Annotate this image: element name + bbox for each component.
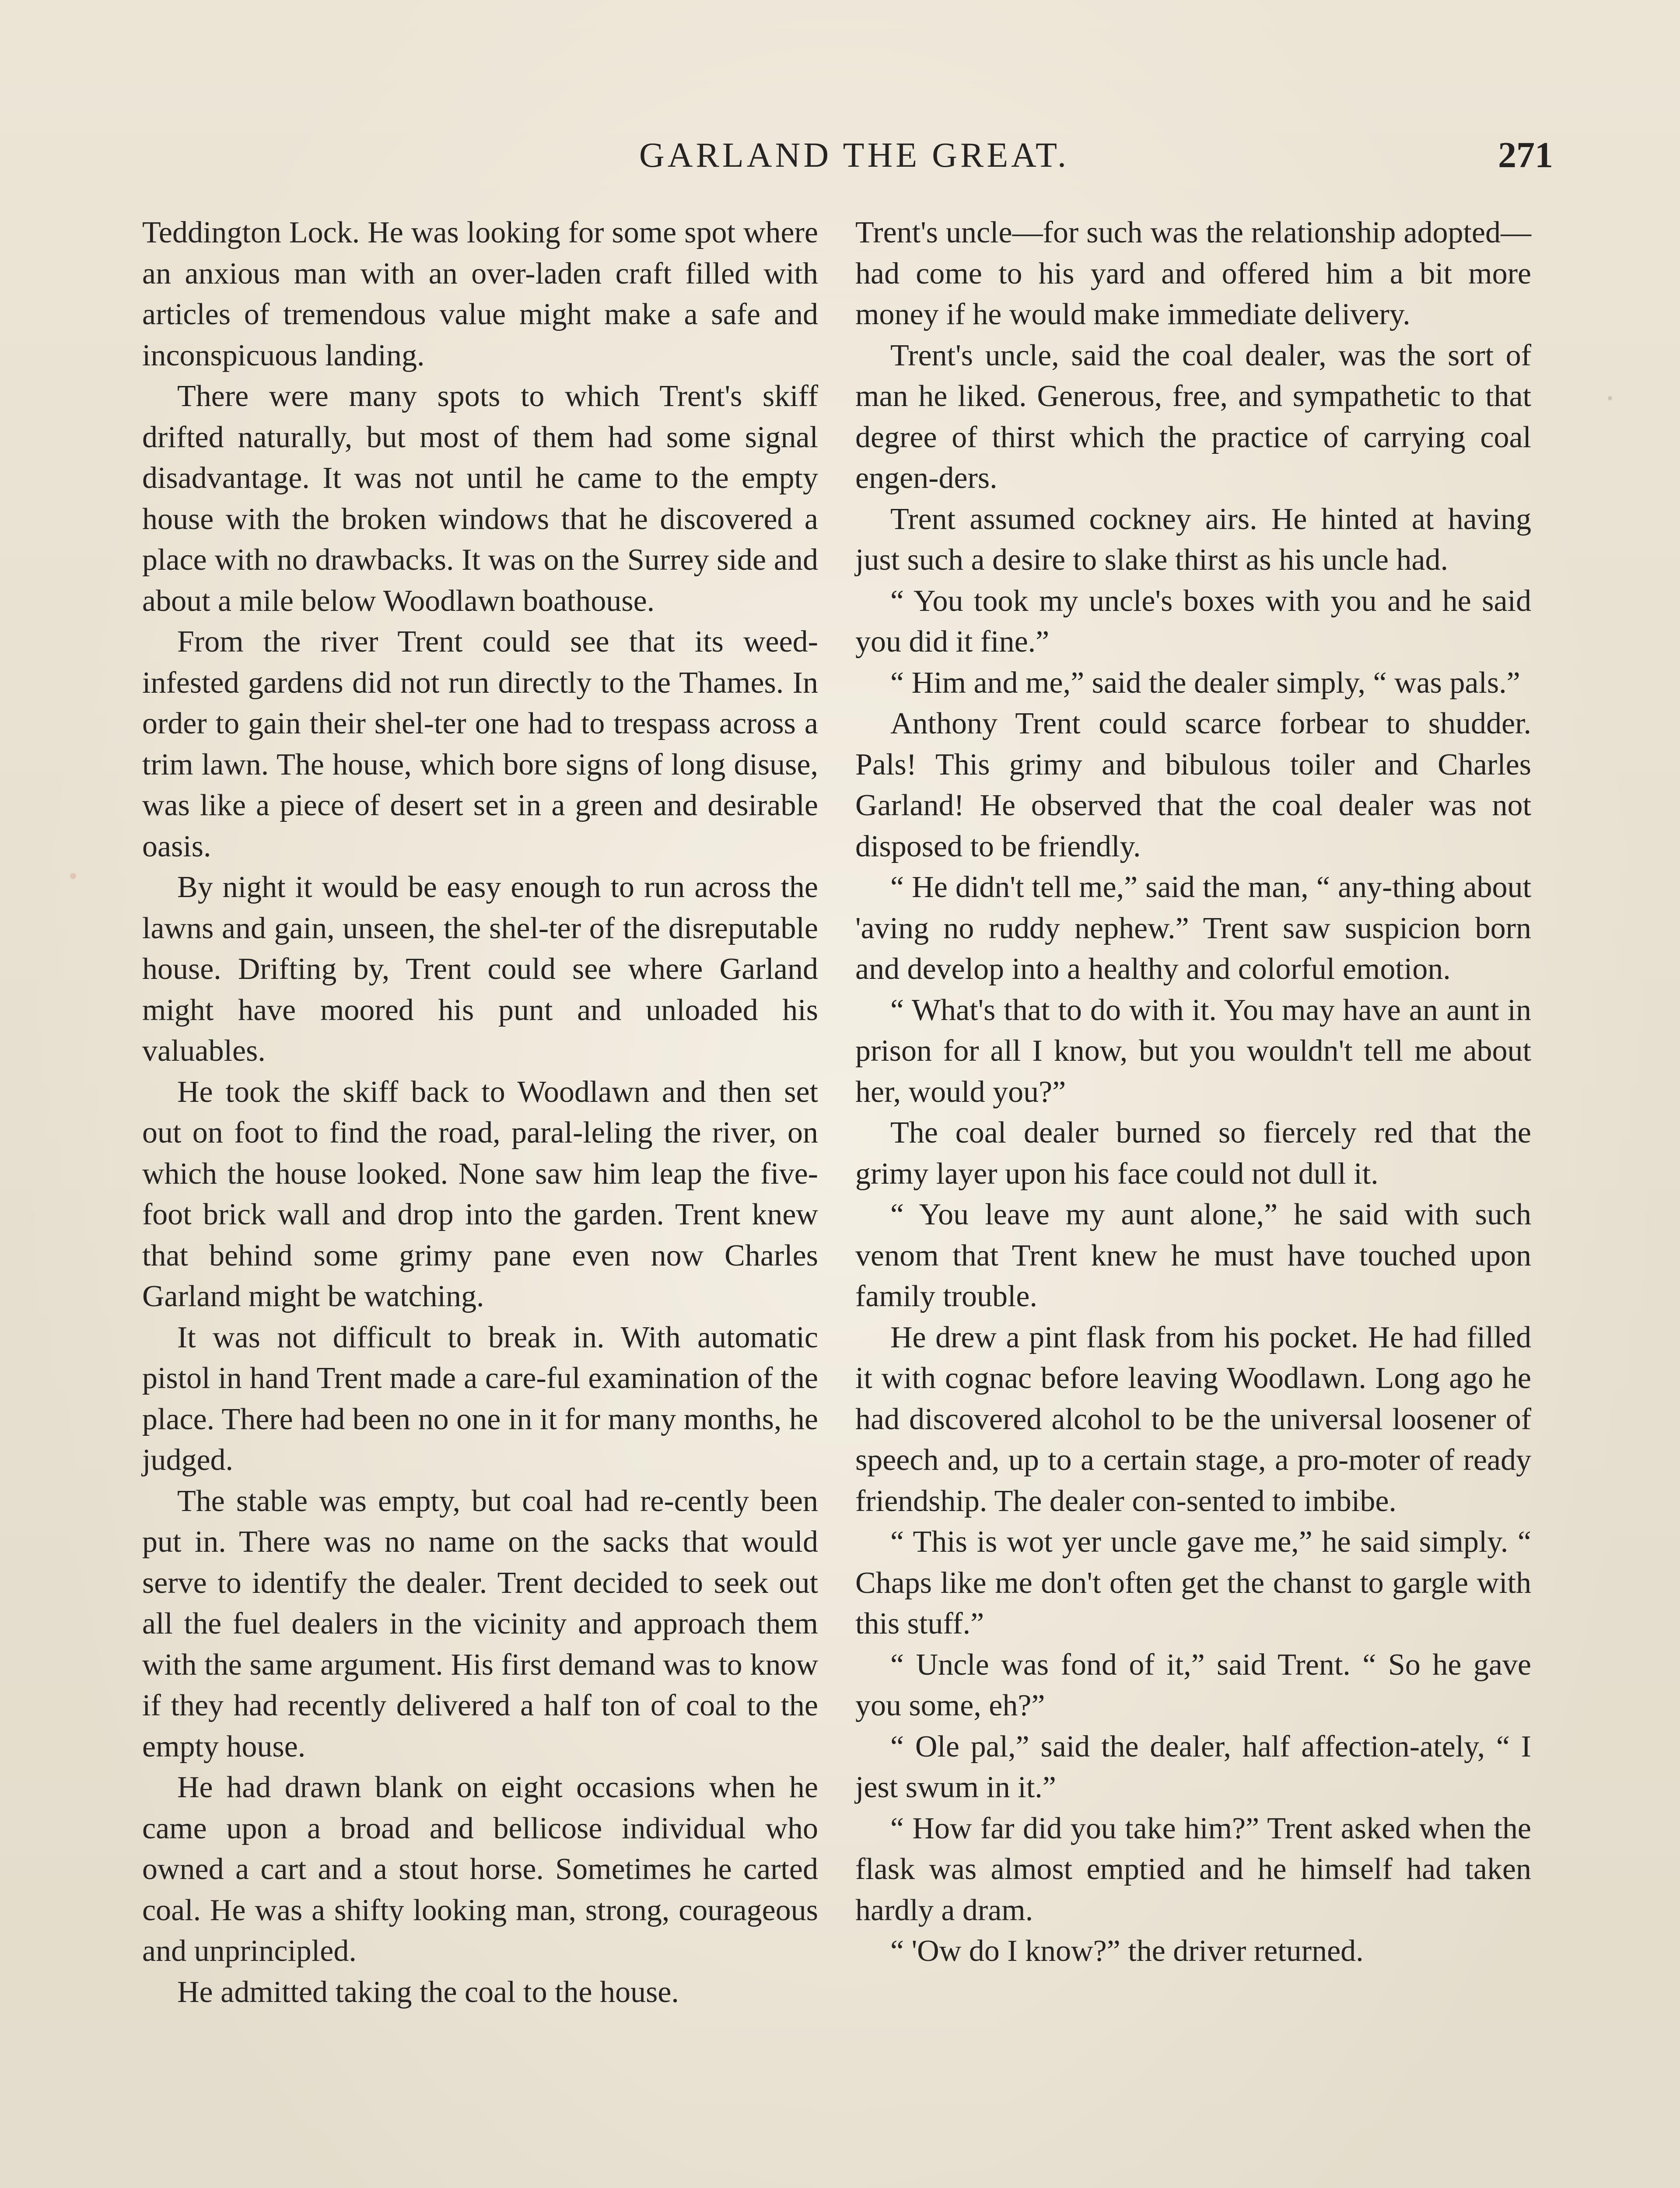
paragraph: He admitted taking the coal to the house. [177,1975,679,2009]
paragraph: “ How far did you take him?” Trent asked when the flask was almost emptied and he himself had taken hardly a dram. [855,1811,1531,1927]
paragraph: “ You leave my aunt alone,” he said with such venom that Trent knew he must have touched upon family trouble. [855,1198,1531,1313]
paper-speck [70,873,76,879]
paragraph: “ This is wot yer uncle gave me,” he said simply. “ Chaps like me don't often get the chanst to gargle with this stuff.” [855,1525,1531,1641]
paragraph: The coal dealer burned so fiercely red that the grimy layer upon his face could not dull it. [855,1116,1531,1191]
paragraph: The stable was empty, but coal had re-cently been put in. There was no name on the sacks that would serve to identify the dealer. Trent decided to seek out all the fuel dealers in the vicinity and approach them with the same argument. His first demand was to know if they had recently delivered a half ton of coal to the empty house. [142,1484,818,1764]
left-column [142,212,818,2013]
running-title: GARLAND THE GREAT. [639,136,1069,175]
right-column [855,212,1531,1972]
paragraph: “ He didn't tell me,” said the man, “ any-thing about 'aving no ruddy nephew.” Trent saw suspicion born and develop into a healthy and colorful emotion. [855,870,1531,986]
paragraph: It was not difficult to break in. With automatic pistol in hand Trent made a care-ful examination of the place. There had been no one in it for many months, he judged. [142,1320,818,1477]
paragraph: He drew a pint flask from his pocket. He had filled it with cognac before leaving Woodlawn. Long ago he had discovered alcohol to be the universal loosener of speech and, up to a certain stage, a pro-moter of ready friendship. The dealer con-sented to imbibe. [855,1320,1531,1518]
paragraph: Trent's uncle—for such was the relationship adopted—had come to his yard and offered him a bit more money if he would make immediate delivery. [855,216,1531,331]
paper-speck [1608,396,1612,400]
paragraph: He had drawn blank on eight occasions when he came upon a broad and bellicose individual who owned a cart and a stout horse. Sometimes he carted coal. He was a shifty looking man, strong, courageous and unprincipled. [142,1771,818,1968]
page-number: 271 [1498,135,1553,175]
paragraph: “ You took my uncle's boxes with you and he said you did it fine.” [855,584,1531,659]
paragraph: From the river Trent could see that its weed-infested gardens did not run directly to the Thames. In order to gain their shel-ter one had to trespass across a trim lawn. The house, which bore signs of long disuse, was like a piece of desert set in a green and desirable oasis. [142,625,818,863]
paragraph: “ What's that to do with it. You may have an aunt in prison for all I know, but you wouldn't tell me about her, would you?” [855,993,1531,1109]
paragraph: Anthony Trent could scarce forbear to shudder. Pals! This grimy and bibulous toiler and Charles Garland! He observed that the coal dealer was not disposed to be friendly. [855,707,1531,863]
paragraph: “ Ole pal,” said the dealer, half affection-ately, “ I jest swum in it.” [855,1729,1531,1804]
paragraph: “ 'Ow do I know?” the driver returned. [890,1934,1364,1968]
paragraph: “ Uncle was fond of it,” said Trent. “ So he gave you some, eh?” [855,1648,1531,1722]
paragraph: By night it would be easy enough to run across the lawns and gain, unseen, the shel-ter of the disreputable house. Drifting by, Trent could see where Garland might have moored his punt and unloaded his valuables. [142,870,818,1068]
paragraph: Teddington Lock. He was looking for some spot where an anxious man with an over-laden craft filled with articles of tremendous value might make a safe and inconspicuous landing. [142,216,818,372]
paragraph: Trent's uncle, said the coal dealer, was the sort of man he liked. Generous, free, and sympathetic to that degree of thirst which the practice of carrying coal engen-ders. [855,338,1531,495]
paragraph: There were many spots to which Trent's skiff drifted naturally, but most of them had some signal disadvantage. It was not until he came to the empty house with the broken windows that he discovered a place with no drawbacks. It was on the Surrey side and about a mile below Woodlawn boathouse. [142,379,818,618]
paragraph: He took the skiff back to Woodlawn and then set out on foot to find the road, paral-leling the river, on which the house looked. None saw him leap the five-foot brick wall and drop into the garden. Trent knew that behind some grimy pane even now Charles Garland might be watching. [142,1075,818,1313]
paragraph: “ Him and me,” said the dealer simply, “ was pals.” [890,666,1520,700]
paragraph: Trent assumed cockney airs. He hinted at having just such a desire to slake thirst as his uncle had. [855,502,1531,577]
running-head [155,131,1553,179]
